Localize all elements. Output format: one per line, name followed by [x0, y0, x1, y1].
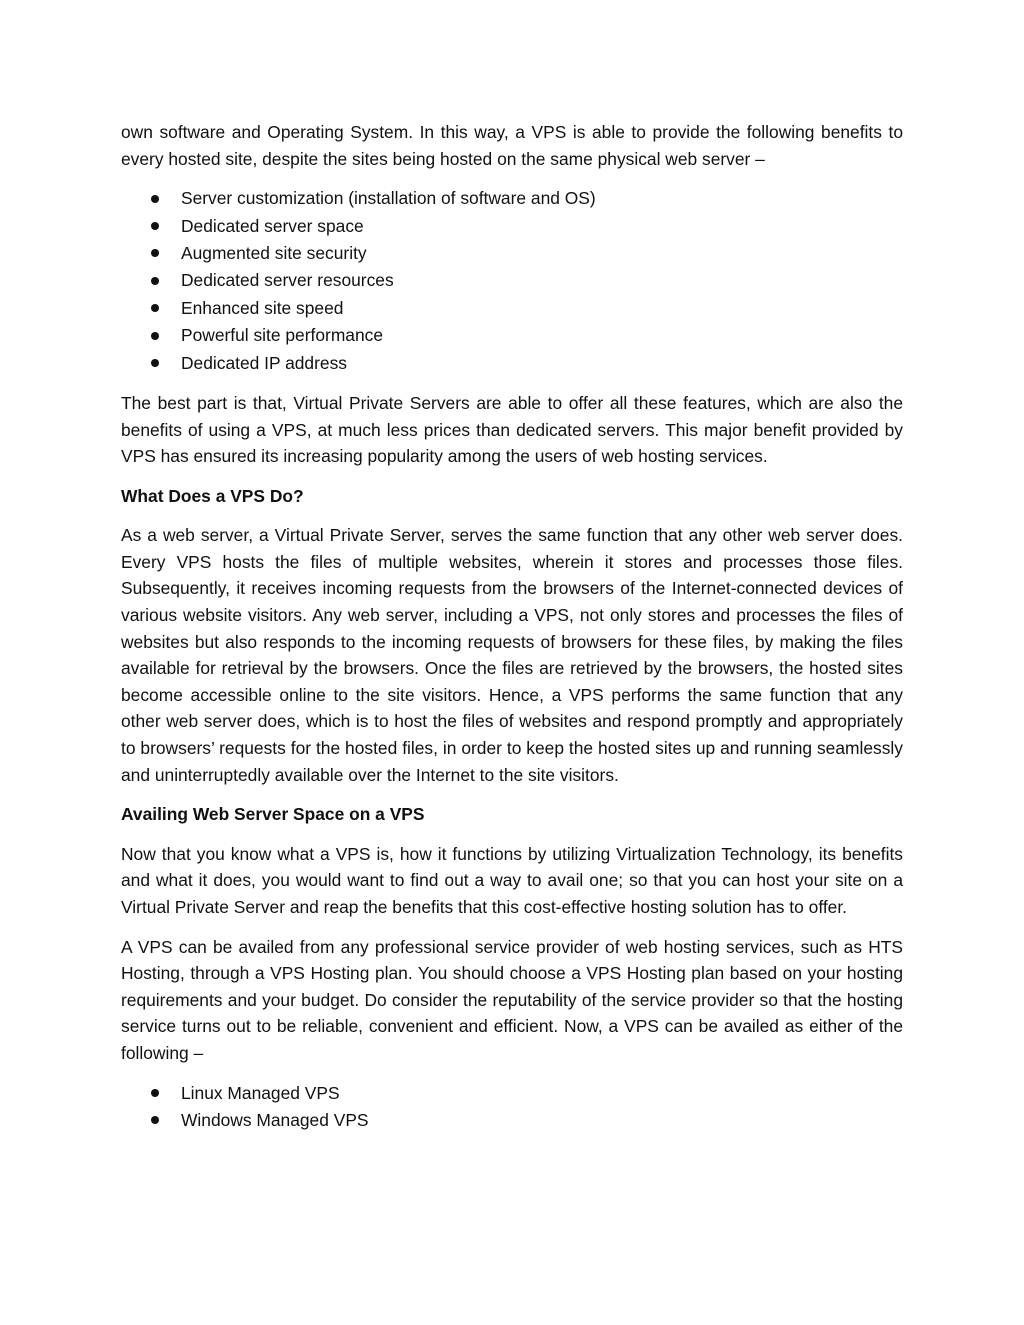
what-paragraph: As a web server, a Virtual Private Server, serves the same function that any other web server does. Every VPS hosts the files of multiple websites, wherein it stores and processes those files. Subsequently, it receives incoming requests from the browsers of the Internet-connected devices of various website visitors. Any web server, including a VPS, not only stores and processes the files of websites but also responds to the incoming requests of browsers for these files, by making the files available for retrieval by the browsers. Once the files are retrieved by the browsers, the hosted sites become accessible online to the site visitors. Hence, a VPS performs the same function that any other web server does, which is to host the files of websites and respond promptly and appropriately to browsers’ requests for the hosted files, in order to keep the hosted sites up and running seamlessly and uninterruptedly available over the Internet to the site visitors.	[121, 525, 903, 785]
list-item-text: Dedicated IP address	[181, 352, 347, 373]
availing-paragraph-1: Now that you know what a VPS is, how it functions by utilizing Virtualization Technology, its benefits and what it does, you would want to find out a way to avail one; so that you can host your site on a Virtual Private Server and reap the benefits that this cost-effective hosting solution has to offer.	[121, 843, 903, 918]
bullet-icon	[151, 222, 159, 230]
list-item	[121, 1107, 903, 1134]
list-item-text: Dedicated server resources	[181, 270, 394, 291]
list-item	[121, 185, 903, 212]
list-item	[121, 213, 903, 240]
bullet-icon	[151, 304, 159, 312]
section-heading-what: What Does a VPS Do?	[121, 485, 304, 506]
benefits-list	[121, 185, 903, 377]
vps-types-list	[121, 1080, 903, 1135]
section-heading-availing: Availing Web Server Space on a VPS	[121, 804, 425, 825]
best-part-paragraph: The best part is that, Virtual Private Servers are able to offer all these features, which are also the benefits of using a VPS, at much less prices than dedicated servers. This major benefit provided by VPS has ensured its increasing popularity among the users of web hosting services.	[121, 392, 903, 467]
bullet-icon	[151, 359, 159, 367]
bullet-icon	[151, 332, 159, 340]
bullet-icon	[151, 249, 159, 257]
bullet-icon	[151, 195, 159, 203]
list-item	[121, 240, 903, 267]
list-item	[121, 295, 903, 322]
list-item	[121, 322, 903, 349]
list-item-text: Powerful site performance	[181, 325, 384, 346]
list-item-text: Server customization (installation of software and OS)	[181, 188, 596, 209]
list-item	[121, 350, 903, 377]
bullet-icon	[151, 277, 159, 285]
list-item-text: Enhanced site speed	[181, 297, 344, 318]
intro-paragraph: own software and Operating System. In this way, a VPS is able to provide the following benefits to every hosted site, despite the sites being hosted on the same physical web server –	[121, 122, 903, 169]
list-item-text: Linux Managed VPS	[181, 1082, 340, 1103]
list-item-text: Dedicated server space	[181, 215, 364, 236]
list-item-text: Augmented site security	[181, 242, 367, 263]
document-page	[121, 119, 903, 1147]
list-item-text: Windows Managed VPS	[181, 1109, 369, 1130]
availing-paragraph-2: A VPS can be availed from any professional service provider of web hosting services, such as HTS Hosting, through a VPS Hosting plan. You should choose a VPS Hosting plan based on your hosting requirements and your budget. Do consider the reputability of the service provider so that the hosting service turns out to be reliable, convenient and efficient. Now, a VPS can be availed as either of the following –	[121, 936, 903, 1063]
list-item	[121, 267, 903, 294]
bullet-icon	[151, 1116, 159, 1124]
bullet-icon	[151, 1089, 159, 1097]
list-item	[121, 1080, 903, 1107]
